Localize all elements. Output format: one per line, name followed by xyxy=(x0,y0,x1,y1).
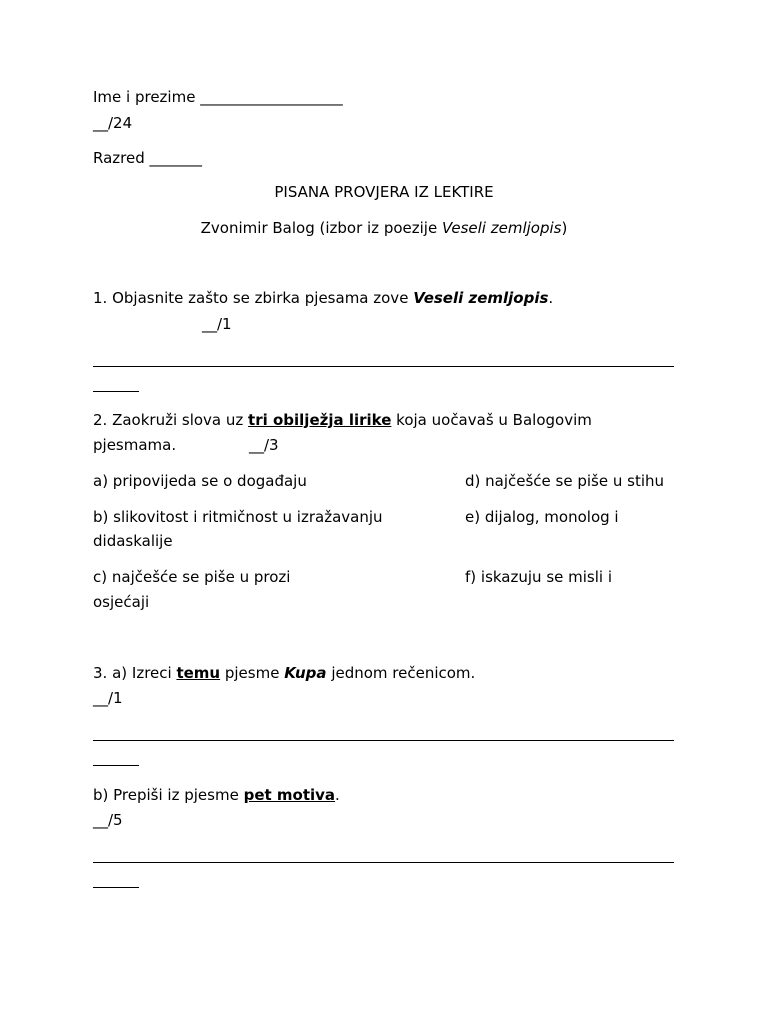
q3b-answer-line[interactable] xyxy=(93,862,674,863)
q3a-poem-title: Kupa xyxy=(284,664,327,682)
question-3b xyxy=(93,786,340,804)
q1-suffix: . xyxy=(548,289,554,307)
q2-line-2: pjesmama. xyxy=(93,436,177,454)
q2-suffix: koja uočavaš u Balogovim xyxy=(391,411,592,429)
subtitle-prefix: Zvonimir Balog (izbor iz poezije xyxy=(200,219,442,237)
q3a-emphasis-topic: temu xyxy=(176,664,221,682)
q1-points: __/1 xyxy=(202,315,232,333)
page-title: PISANA PROVJERA IZ LEKTIRE xyxy=(274,183,494,201)
question-2 xyxy=(93,411,592,429)
name-field[interactable]: Ime i prezime ___________________ xyxy=(93,88,343,106)
q2-option-e-continued: didaskalije xyxy=(93,532,173,550)
q3b-suffix: . xyxy=(335,786,340,804)
q3a-answer-line-continuation[interactable] xyxy=(93,765,139,766)
q3b-points: __/5 xyxy=(93,811,123,829)
page-subtitle xyxy=(93,219,675,237)
q2-option-b[interactable]: b) slikovitost i ritmičnost u izražavanju xyxy=(93,508,383,526)
total-score: __/24 xyxy=(93,114,133,132)
q2-points: __/3 xyxy=(249,436,279,454)
q3b-answer-line-continuation[interactable] xyxy=(93,887,139,888)
q1-emphasis: Veseli zemljopis xyxy=(413,289,549,307)
q3b-emphasis: pet motiva xyxy=(243,786,336,804)
q1-answer-line-continuation[interactable] xyxy=(93,391,139,392)
q2-option-c[interactable]: c) najčešće se piše u prozi xyxy=(93,568,291,586)
q3a-mid: pjesme xyxy=(220,664,285,682)
q3b-text: b) Prepiši iz pjesme xyxy=(93,786,244,804)
q3a-suffix: jednom rečenicom. xyxy=(326,664,476,682)
q1-answer-line[interactable] xyxy=(93,366,674,367)
q3a-answer-line[interactable] xyxy=(93,740,674,741)
subtitle-book-title: Veseli zemljopis xyxy=(441,219,562,237)
q3a-text: 3. a) Izreci xyxy=(93,664,177,682)
q2-emphasis: tri obilježja lirike xyxy=(248,411,392,429)
q2-option-e[interactable]: e) dijalog, monolog i xyxy=(465,508,619,526)
question-3a xyxy=(93,664,475,682)
class-field[interactable]: Razred _______ xyxy=(93,149,203,167)
q2-option-a[interactable]: a) pripovijeda se o događaju xyxy=(93,472,307,490)
q2-option-f-continued: osjećaji xyxy=(93,593,150,611)
q1-text: 1. Objasnite zašto se zbirka pjesama zove xyxy=(93,289,414,307)
subtitle-suffix: ) xyxy=(561,219,568,237)
q2-text: 2. Zaokruži slova uz xyxy=(93,411,249,429)
q2-option-d[interactable]: d) najčešće se piše u stihu xyxy=(465,472,665,490)
q3a-points: __/1 xyxy=(93,689,123,707)
q2-option-f[interactable]: f) iskazuju se misli i xyxy=(465,568,612,586)
question-1 xyxy=(93,289,553,307)
